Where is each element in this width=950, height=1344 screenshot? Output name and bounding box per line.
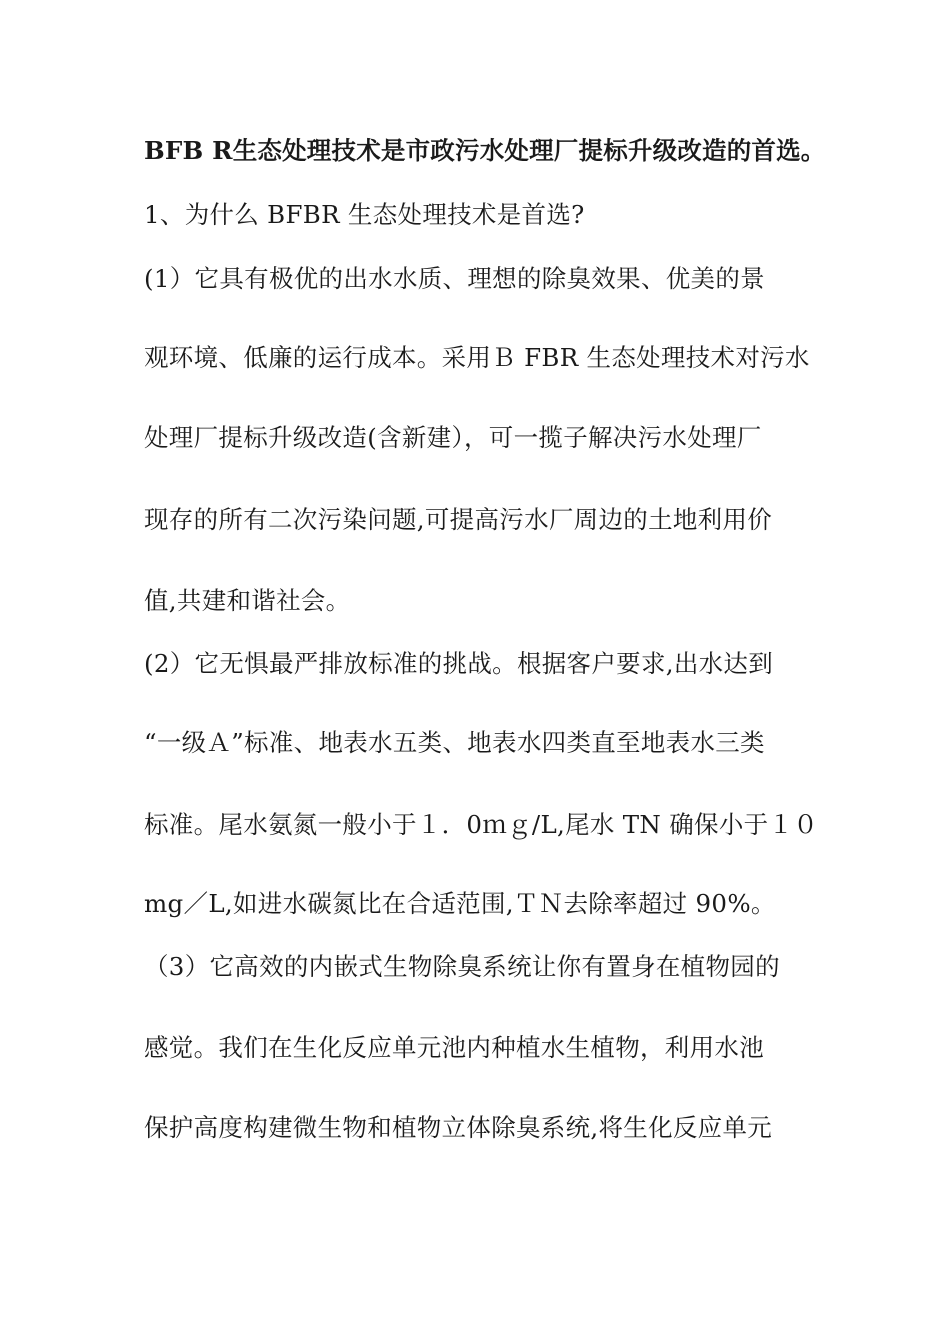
paragraph-line: “一级Ａ”标准、地表水五类、地表水四类直至地表水三类 — [144, 728, 765, 757]
paragraph-line: 现存的所有二次污染问题,可提高污水厂周边的土地利用价 — [144, 505, 773, 534]
paragraph-line: mg／L,如进水碳氮比在合适范围,ＴＮ去除率超过 90%。 — [144, 889, 776, 918]
paragraph-line: (2）它无惧最严排放标准的挑战。根据客户要求,出水达到 — [144, 649, 774, 678]
paragraph-line: 观环境、低廉的运行成本。采用Ｂ FBR 生态处理技术对污水 — [144, 343, 810, 372]
document-title: BFB R生态处理技术是市政污水处理厂提标升级改造的首选。 — [144, 136, 826, 165]
section-heading: 1、为什么 BFBR 生态处理技术是首选? — [144, 200, 585, 229]
paragraph-line: 保护高度构建微生物和植物立体除臭系统,将生化反应单元 — [144, 1113, 773, 1142]
paragraph-line: 值,共建和谐社会。 — [144, 586, 351, 615]
paragraph-line: (1）它具有极优的出水水质、理想的除臭效果、优美的景 — [144, 264, 765, 293]
paragraph-line: 处理厂提标升级改造(含新建），可一揽子解决污水处理厂 — [144, 423, 762, 452]
paragraph-line: 标准。尾水氨氮一般小于１．0ｍｇ/L,尾水 TN 确保小于１０ — [144, 810, 819, 839]
paragraph-line: 感觉。我们在生化反应单元池内种植水生植物，利用水池 — [144, 1033, 764, 1062]
paragraph-line: （3）它高效的内嵌式生物除臭系统让你有置身在植物园的 — [144, 952, 780, 981]
